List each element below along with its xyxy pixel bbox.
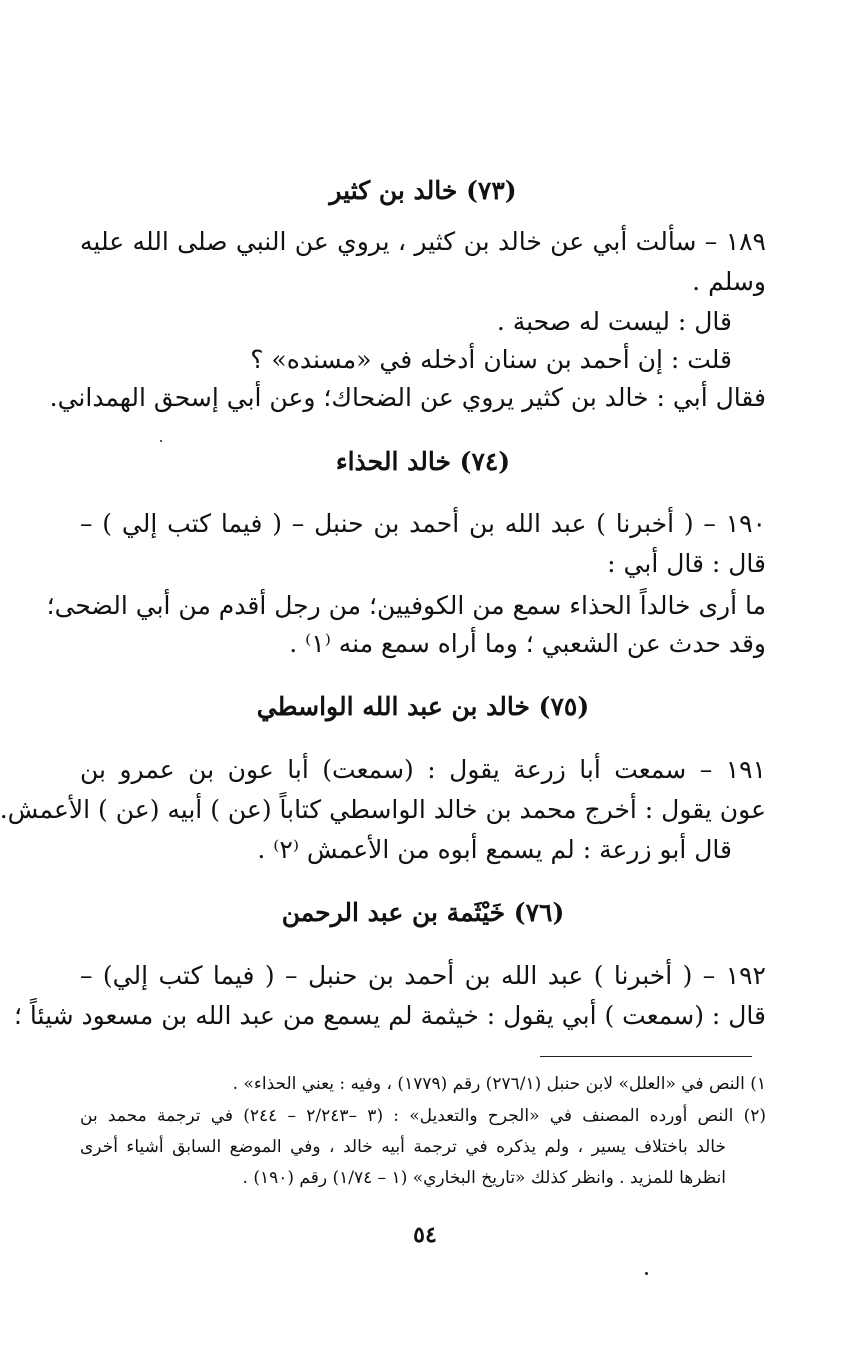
paragraph-line: عون يقول : أخرج محمد بن خالد الواسطي كتاباً (عن ) أبيه (عن ) الأعمش. [0,795,766,824]
paragraph-line: ١٨٩ – سألت أبي عن خالد بن كثير ، يروي عن النبي صلى الله عليه [80,227,766,256]
page-number: ٥٤ [413,1222,437,1248]
entry-190 [46,508,766,668]
paragraph-line: قال : ليست له صحبة . [496,307,732,336]
paragraph-line: ١٩١ – سمعت أبا زرعة يقول : (سمعت) أبا عون بن عمرو بن [80,755,766,784]
footnote-2: (٢) النص أورده المصنف في «الجرح والتعديل» : (٣ –٢/٢٤٣ – ٢٤٤) في ترجمة محمد بن [80,1106,767,1126]
entry-192 [14,960,766,1040]
footnote-1: ١) النص في «العلل» لابن حنبل (٢٧٦/١) رقم (١٧٧٩) ، وفيه : يعني الحذاء» . [232,1074,766,1094]
footnote-2-continuation: انظرها للمزيد . وانظر كذلك «تاريخ البخاري» (١ – ١/٧٤) رقم (١٩٠) . [242,1168,726,1188]
scan-speck [160,440,162,442]
paragraph-line: ١٩٢ – ( أخبرنا ) عبد الله بن أحمد بن حنبل – ( فيما كتب إلي) – [80,961,766,990]
paragraph-line: ١٩٠ – ( أخبرنا ) عبد الله بن أحمد بن حنبل – ( فيما كتب إلي ) – [80,509,766,538]
paragraph-line: وقد حدث عن الشعبي ؛ وما أراه سمع منه ⁽١⁾ . [289,629,766,658]
paragraph-line: قال : قال أبي : [607,549,766,578]
paragraph-line: ما أرى خالداً الحذاء سمع من الكوفيين؛ من رجل أقدم من أبي الضحى؛ [46,591,766,620]
section-heading-73: (٧٣) خالد بن كثير [329,176,517,205]
paragraph-line: وسلم . [692,267,766,296]
footnote-divider [540,1056,752,1057]
paragraph-line: قلت : إن أحمد بن سنان أدخله في «مسنده» ؟ [250,345,732,374]
section-heading-76: (٧٦) خَيْثَمة بن عبد الرحمن [281,898,565,927]
entry-189 [49,226,766,426]
section-heading-74: (٧٤) خالد الحذاء [335,447,511,476]
footnotes [80,1072,766,1202]
entry-191 [0,754,766,874]
section-heading-75: (٧٥) خالد بن عبد الله الواسطي [256,692,590,721]
paragraph-line: فقال أبي : خالد بن كثير يروي عن الضحاك؛ وعن أبي إسحق الهمداني. [49,383,766,412]
footnote-2-continuation: خالد باختلاف يسير ، ولم يذكره في ترجمة أبيه خالد ، وفي الموضع السابق أشياء أخرى [80,1137,726,1157]
paragraph-line: قال : (سمعت ) أبي يقول : خيثمة لم يسمع من عبد الله بن مسعود شيئاً ؛ [14,1001,766,1030]
paragraph-line: قال أبو زرعة : لم يسمع أبوه من الأعمش ⁽٢⁾ . [257,835,732,864]
scan-speck [645,1272,648,1275]
